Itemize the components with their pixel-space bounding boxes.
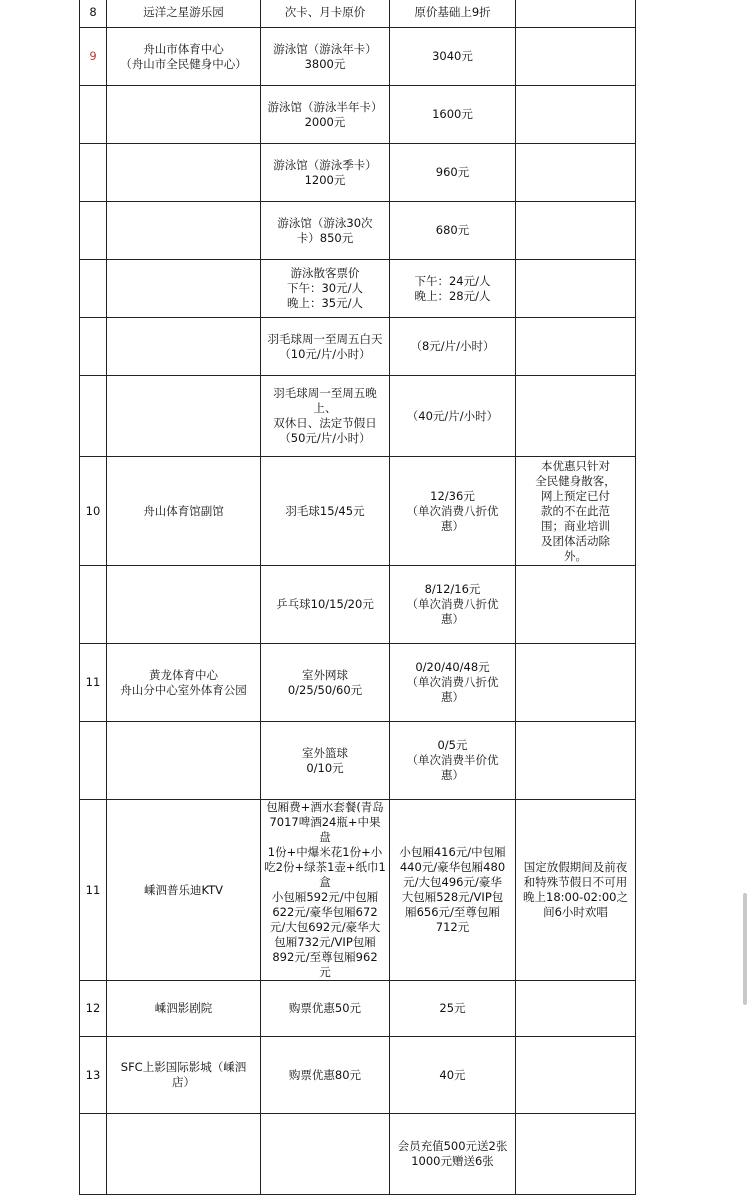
watermark — [562, 1120, 677, 1150]
discount-table — [79, 0, 636, 1195]
discount-price-cell: 0/5元 （单次消费半价优 惠） — [390, 722, 516, 800]
notes-cell — [516, 202, 636, 260]
row-number-cell: 13 — [80, 1037, 107, 1114]
row-number-cell — [80, 376, 107, 457]
row-number-cell: 11 — [80, 800, 107, 981]
venue-name-cell — [107, 144, 261, 202]
scrollbar[interactable] — [743, 893, 747, 1005]
original-price-cell: 次卡、月卡原价 — [261, 0, 390, 28]
venue-name-cell: 舟山体育馆副馆 — [107, 457, 261, 566]
table-row — [80, 144, 636, 202]
discount-price-cell: 下午：24元/人 晚上：28元/人 — [390, 260, 516, 318]
discount-price-cell: （8元/片/小时） — [390, 318, 516, 376]
table-row — [80, 981, 636, 1037]
table-row — [80, 0, 636, 28]
table-row — [80, 376, 636, 457]
venue-name-cell: 嵊泗普乐迪KTV — [107, 800, 261, 981]
original-price-cell: 游泳馆（游泳年卡） 3800元 — [261, 28, 390, 86]
notes-cell — [516, 0, 636, 28]
discount-price-cell: 680元 — [390, 202, 516, 260]
venue-name-cell: 嵊泗影剧院 — [107, 981, 261, 1037]
original-price-cell: 游泳馆（游泳30次 卡）850元 — [261, 202, 390, 260]
row-number-cell — [80, 86, 107, 144]
venue-name-cell — [107, 376, 261, 457]
notes-cell — [516, 260, 636, 318]
original-price-cell: 乒乓球10/15/20元 — [261, 566, 390, 644]
table-row — [80, 318, 636, 376]
discount-price-cell: 3040元 — [390, 28, 516, 86]
discount-price-cell: 1600元 — [390, 86, 516, 144]
table-row — [80, 1037, 636, 1114]
row-number-cell — [80, 202, 107, 260]
discount-price-cell: 8/12/16元 （单次消费八折优 惠） — [390, 566, 516, 644]
row-number-cell — [80, 722, 107, 800]
table-row — [80, 800, 636, 981]
row-number-cell: 10 — [80, 457, 107, 566]
row-number-cell — [80, 260, 107, 318]
venue-name-cell — [107, 202, 261, 260]
original-price-cell: 购票优惠50元 — [261, 981, 390, 1037]
original-price-cell: 室外篮球 0/10元 — [261, 722, 390, 800]
notes-cell — [516, 1037, 636, 1114]
discount-price-cell: 12/36元 （单次消费八折优 惠） — [390, 457, 516, 566]
discount-price-cell: 原价基础上9折 — [390, 0, 516, 28]
original-price-cell: 游泳散客票价 下午：30元/人 晚上：35元/人 — [261, 260, 390, 318]
venue-name-cell: 黄龙体育中心 舟山分中心室外体育公园 — [107, 644, 261, 722]
original-price-cell: 羽毛球15/45元 — [261, 457, 390, 566]
table-row — [80, 28, 636, 86]
row-number-cell: 8 — [80, 0, 107, 28]
venue-name-cell — [107, 86, 261, 144]
original-price-cell: 购票优惠80元 — [261, 1037, 390, 1114]
original-price-cell: 羽毛球周一至周五白天 （10元/片/小时） — [261, 318, 390, 376]
venue-name-cell — [107, 722, 261, 800]
original-price-cell: 游泳馆（游泳季卡） 1200元 — [261, 144, 390, 202]
original-price-cell: 室外网球 0/25/50/60元 — [261, 644, 390, 722]
table-row — [80, 86, 636, 144]
venue-name-cell — [107, 566, 261, 644]
discount-price-cell: 小包厢416元/中包厢 440元/豪华包厢480 元/大包496元/豪华 大包厢528元/VIP包 厢656元/至尊包厢 712元 — [390, 800, 516, 981]
notes-cell — [516, 566, 636, 644]
original-price-cell: 羽毛球周一至周五晚 上、 双休日、法定节假日 （50元/片/小时） — [261, 376, 390, 457]
discount-price-cell: 40元 — [390, 1037, 516, 1114]
original-price-cell: 游泳馆（游泳半年卡） 2000元 — [261, 86, 390, 144]
original-price-cell: 包厢费+酒水套餐(青岛 7017啤酒24瓶+中果盘 1份+中爆米花1份+小 吃2份+绿茶1壶+纸巾1 盒 小包厢592元/中包厢 622元/豪华包厢672 元/大包692元/豪华大 包厢732元/VIP包厢 892元/至尊包厢962 元 — [261, 800, 390, 981]
notes-cell — [516, 981, 636, 1037]
discount-price-cell: 25元 — [390, 981, 516, 1037]
notes-cell: 本优惠只针对 全民健身散客， 网上预定已付 款的不在此范 围；商业培训 及团体活动除 外。 — [516, 457, 636, 566]
discount-price-cell: 会员充值500元送2张 1000元赠送6张 — [390, 1114, 516, 1195]
venue-name-cell: SFC上影国际影城（嵊泗 店） — [107, 1037, 261, 1114]
notes-cell — [516, 318, 636, 376]
venue-name-cell — [107, 318, 261, 376]
notes-cell — [516, 144, 636, 202]
table-row — [80, 1114, 636, 1195]
venue-name-cell: 舟山市体育中心 （舟山市全民健身中心） — [107, 28, 261, 86]
table-row — [80, 722, 636, 800]
venue-name-cell — [107, 260, 261, 318]
discount-table-body — [80, 0, 636, 1195]
row-number-cell — [80, 144, 107, 202]
row-number-cell: 11 — [80, 644, 107, 722]
discount-price-cell: 0/20/40/48元 （单次消费八折优 惠） — [390, 644, 516, 722]
venue-name-cell — [107, 1114, 261, 1195]
notes-cell — [516, 376, 636, 457]
notes-cell — [516, 722, 636, 800]
notes-cell — [516, 28, 636, 86]
table-row — [80, 260, 636, 318]
row-number-cell — [80, 318, 107, 376]
row-number-cell: 12 — [80, 981, 107, 1037]
venue-name-cell: 远洋之星游乐园 — [107, 0, 261, 28]
original-price-cell — [261, 1114, 390, 1195]
table-row — [80, 457, 636, 566]
notes-cell — [516, 86, 636, 144]
discount-price-cell: （40元/片/小时） — [390, 376, 516, 457]
table-row — [80, 202, 636, 260]
notes-cell: 国定放假期间及前夜 和特殊节假日不可用 晚上18:00-02:00之 间6小时欢唱 — [516, 800, 636, 981]
table-row — [80, 644, 636, 722]
row-number-cell: 9 — [80, 28, 107, 86]
notes-cell — [516, 644, 636, 722]
discount-price-cell: 960元 — [390, 144, 516, 202]
table-row — [80, 566, 636, 644]
row-number-cell — [80, 566, 107, 644]
row-number-cell — [80, 1114, 107, 1195]
